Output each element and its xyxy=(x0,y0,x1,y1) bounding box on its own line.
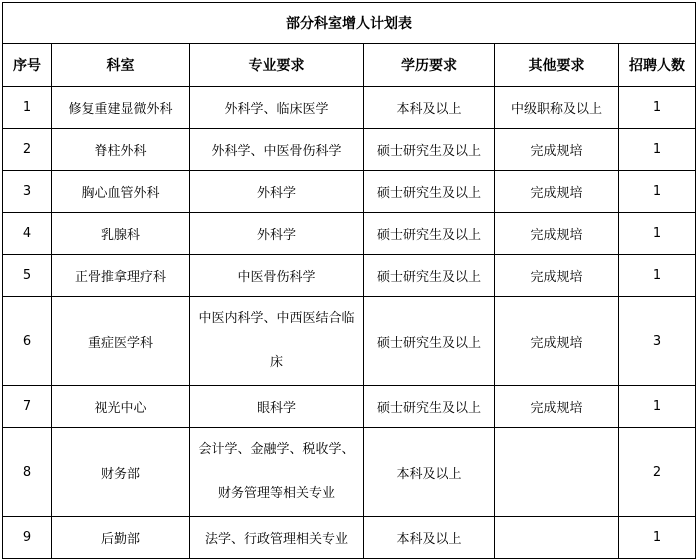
cell-edu: 硕士研究生及以上 xyxy=(364,129,495,171)
cell-no: 4 xyxy=(3,213,52,255)
cell-count: 1 xyxy=(619,213,696,255)
table-row xyxy=(3,87,696,129)
cell-count: 1 xyxy=(619,87,696,129)
cell-edu: 硕士研究生及以上 xyxy=(364,255,495,297)
table-title: 部分科室增人计划表 xyxy=(3,3,696,44)
cell-dept: 乳腺科 xyxy=(52,213,190,255)
table-row xyxy=(3,428,696,517)
cell-dept: 后勤部 xyxy=(52,517,190,559)
cell-major: 眼科学 xyxy=(190,386,364,428)
cell-other xyxy=(495,428,619,517)
cell-other: 完成规培 xyxy=(495,129,619,171)
cell-major: 法学、行政管理相关专业 xyxy=(190,517,364,559)
col-header-dept: 科室 xyxy=(52,44,190,87)
cell-no: 2 xyxy=(3,129,52,171)
cell-no: 1 xyxy=(3,87,52,129)
cell-no: 6 xyxy=(3,297,52,386)
cell-major: 外科学 xyxy=(190,213,364,255)
cell-major: 中医骨伤科学 xyxy=(190,255,364,297)
cell-dept: 视光中心 xyxy=(52,386,190,428)
table-row xyxy=(3,386,696,428)
cell-major: 会计学、金融学、税收学、财务管理等相关专业 xyxy=(190,428,364,517)
staffing-plan-table xyxy=(2,2,696,559)
cell-no: 3 xyxy=(3,171,52,213)
cell-edu: 本科及以上 xyxy=(364,87,495,129)
cell-edu: 硕士研究生及以上 xyxy=(364,213,495,255)
cell-major: 外科学 xyxy=(190,171,364,213)
cell-other: 完成规培 xyxy=(495,171,619,213)
cell-other: 完成规培 xyxy=(495,297,619,386)
cell-no: 5 xyxy=(3,255,52,297)
cell-count: 1 xyxy=(619,517,696,559)
cell-dept: 胸心血管外科 xyxy=(52,171,190,213)
table-row xyxy=(3,129,696,171)
cell-no: 9 xyxy=(3,517,52,559)
table-row xyxy=(3,213,696,255)
table-row xyxy=(3,297,696,386)
cell-other: 完成规培 xyxy=(495,213,619,255)
table-row xyxy=(3,171,696,213)
cell-other xyxy=(495,517,619,559)
cell-count: 1 xyxy=(619,255,696,297)
cell-other: 中级职称及以上 xyxy=(495,87,619,129)
cell-edu: 本科及以上 xyxy=(364,428,495,517)
col-header-other: 其他要求 xyxy=(495,44,619,87)
cell-count: 1 xyxy=(619,129,696,171)
col-header-count: 招聘人数 xyxy=(619,44,696,87)
cell-edu: 硕士研究生及以上 xyxy=(364,171,495,213)
cell-no: 7 xyxy=(3,386,52,428)
cell-dept: 财务部 xyxy=(52,428,190,517)
cell-dept: 修复重建显微外科 xyxy=(52,87,190,129)
cell-edu: 硕士研究生及以上 xyxy=(364,297,495,386)
cell-dept: 正骨推拿理疗科 xyxy=(52,255,190,297)
cell-count: 1 xyxy=(619,171,696,213)
cell-major: 中医内科学、中西医结合临床 xyxy=(190,297,364,386)
table-row xyxy=(3,255,696,297)
col-header-major: 专业要求 xyxy=(190,44,364,87)
cell-count: 2 xyxy=(619,428,696,517)
cell-dept: 重症医学科 xyxy=(52,297,190,386)
cell-dept: 脊柱外科 xyxy=(52,129,190,171)
cell-major: 外科学、临床医学 xyxy=(190,87,364,129)
cell-other: 完成规培 xyxy=(495,255,619,297)
col-header-edu: 学历要求 xyxy=(364,44,495,87)
cell-count: 3 xyxy=(619,297,696,386)
cell-edu: 本科及以上 xyxy=(364,517,495,559)
col-header-no: 序号 xyxy=(3,44,52,87)
cell-count: 1 xyxy=(619,386,696,428)
header-row xyxy=(3,44,696,87)
cell-no: 8 xyxy=(3,428,52,517)
table-row xyxy=(3,517,696,559)
cell-edu: 硕士研究生及以上 xyxy=(364,386,495,428)
cell-other: 完成规培 xyxy=(495,386,619,428)
cell-major: 外科学、中医骨伤科学 xyxy=(190,129,364,171)
